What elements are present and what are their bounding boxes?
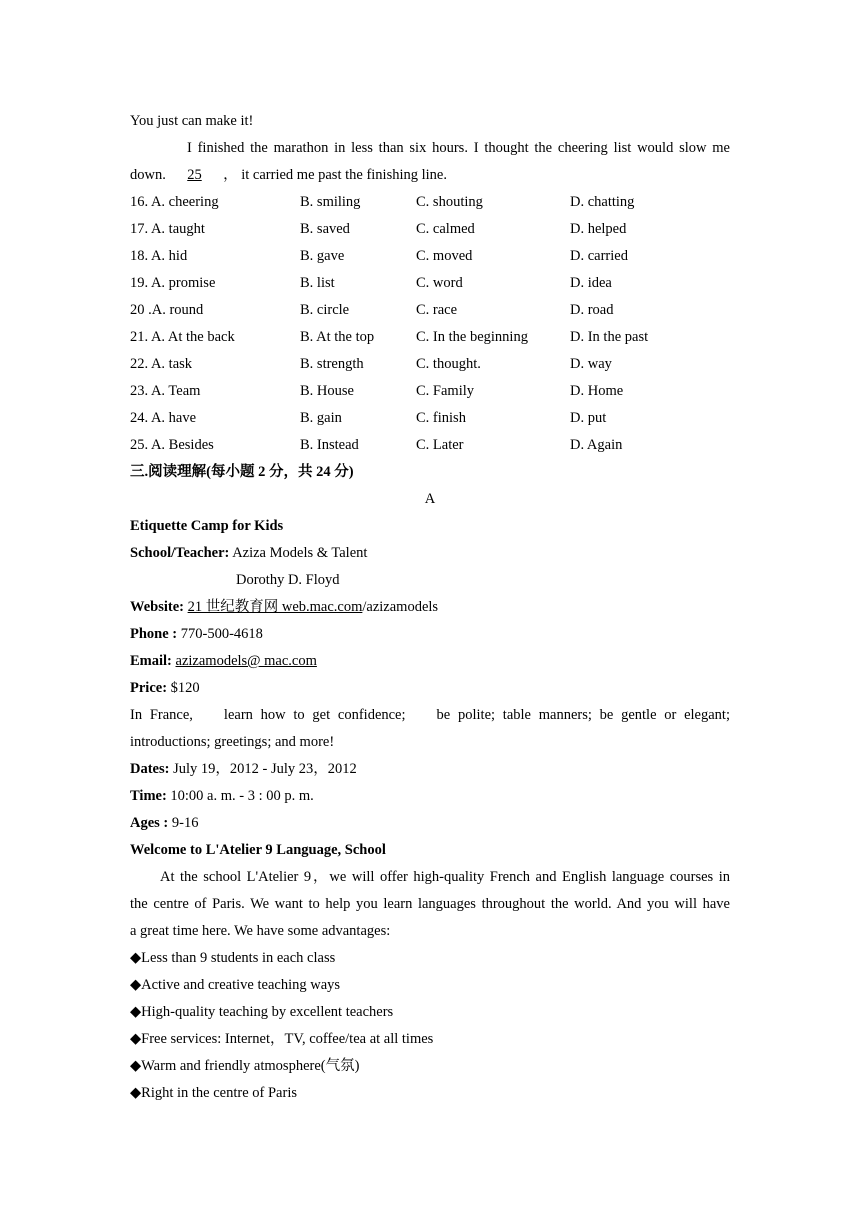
time-value: 10:00 a. m. - 3 : 00 p. m. [170,788,314,804]
camp-description-cont: introductions; greetings; and more! [130,734,335,750]
option-a: 25. A. Besides [130,437,214,453]
option-row [130,243,730,270]
website-label: Website: [130,599,184,615]
option-d: D. road [570,302,614,318]
option-c: C. race [416,302,458,318]
camp-ages [130,810,730,837]
option-b: B. At the top [300,329,375,345]
answer-blank: 25 [187,167,202,183]
phone-value: 770-500-4618 [180,626,263,642]
option-a: 16. A. cheering [130,194,219,210]
option-b: B. gain [300,410,342,426]
story-text: down. [130,167,166,183]
option-c: C. Family [416,383,475,399]
camp-dates [130,756,730,783]
camp-phone [130,621,730,648]
option-row [130,189,730,216]
option-a: 19. A. promise [130,275,216,291]
camp-time [130,783,730,810]
option-c: C. In the beginning [416,329,528,345]
option-d: D. way [570,356,612,372]
advantage-item: ◆Free services: Internet，TV, coffee/tea at all times [130,1031,434,1047]
price-value: $120 [170,680,200,696]
option-b: B. saved [300,221,350,237]
option-a: 17. A. taught [130,221,205,237]
option-a: 24. A. have [130,410,197,426]
option-a: 23. A. Team [130,383,201,399]
option-b: B. Instead [300,437,359,453]
option-d: D. Home [570,383,624,399]
school-paragraph-cont: the centre of Paris. We want to help you learn languages throughout the world. And you will have [130,896,730,912]
dates-value: July 19，2012 - July 23，2012 [173,761,357,777]
option-d: D. put [570,410,607,426]
ages-label: Ages : [130,815,169,831]
camp-teacher: Dorothy D. Floyd [236,572,340,588]
option-b: B. list [300,275,335,291]
passage-letter: A [424,491,436,507]
website-rest: /azizamodels [362,599,439,615]
story-paragraph: I finished the marathon in less than six hours. I thought the cheering list would slow me [187,140,730,156]
dates-label: Dates: [130,761,170,777]
option-c: C. calmed [416,221,475,237]
option-a: 21. A. At the back [130,329,235,345]
option-b: B. gave [300,248,345,264]
option-row [130,297,730,324]
school-value: Aziza Models & Talent [232,545,368,561]
story-text: ， it carried me past the finishing line. [223,167,447,183]
advantage-item: ◆Right in the centre of Paris [130,1085,297,1101]
option-d: D. carried [570,248,628,264]
camp-website [130,594,730,621]
ages-value: 9-16 [171,815,199,831]
camp-email [130,648,730,675]
option-a: 18. A. hid [130,248,188,264]
option-b: B. circle [300,302,350,318]
option-b: B. House [300,383,354,399]
option-row [130,324,730,351]
email-link[interactable]: azizamodels@ mac.com [175,653,317,669]
option-a: 22. A. task [130,356,193,372]
option-row [130,216,730,243]
email-label: Email: [130,653,172,669]
school-paragraph: At the school L'Atelier 9，we will offer high-quality French and English language courses in [160,869,730,885]
option-d: D. Again [570,437,623,453]
website-link[interactable]: 21 世纪教育网 web.mac.com [187,599,363,615]
option-row [130,351,730,378]
option-a: 20 .A. round [130,302,204,318]
camp-school [130,540,730,567]
option-row [130,432,730,459]
camp-title: Etiquette Camp for Kids [130,518,284,534]
camp-description: In France, learn how to get confidence; be polite; table manners; be gentle or elegant; [130,707,730,723]
option-c: C. thought. [416,356,481,372]
advantage-item: ◆Warm and friendly atmosphere(气氛) [130,1058,360,1074]
advantage-item: ◆High-quality teaching by excellent teachers [130,1004,394,1020]
advantage-item: ◆Active and creative teaching ways [130,977,341,993]
option-row [130,405,730,432]
option-d: D. helped [570,221,627,237]
option-d: D. chatting [570,194,635,210]
camp-price [130,675,730,702]
school-paragraph-end: a great time here. We have some advantages: [130,923,391,939]
option-c: C. finish [416,410,466,426]
school-title: Welcome to L'Atelier 9 Language, School [130,842,386,858]
document-content [130,108,730,1107]
time-label: Time: [130,788,167,804]
story-paragraph-cont [130,162,730,189]
advantage-item: ◆Less than 9 students in each class [130,950,336,966]
option-row [130,270,730,297]
option-c: C. moved [416,248,473,264]
option-c: C. word [416,275,463,291]
option-d: D. idea [570,275,612,291]
option-b: B. smiling [300,194,361,210]
section-heading: 三.阅读理解(每小题 2 分，共 24 分) [130,464,354,480]
school-label: School/Teacher: [130,545,230,561]
option-d: D. In the past [570,329,649,345]
option-b: B. strength [300,356,364,372]
option-c: C. Later [416,437,464,453]
phone-label: Phone : [130,626,178,642]
price-label: Price: [130,680,168,696]
option-row [130,378,730,405]
option-c: C. shouting [416,194,483,210]
story-line: You just can make it! [130,113,254,129]
